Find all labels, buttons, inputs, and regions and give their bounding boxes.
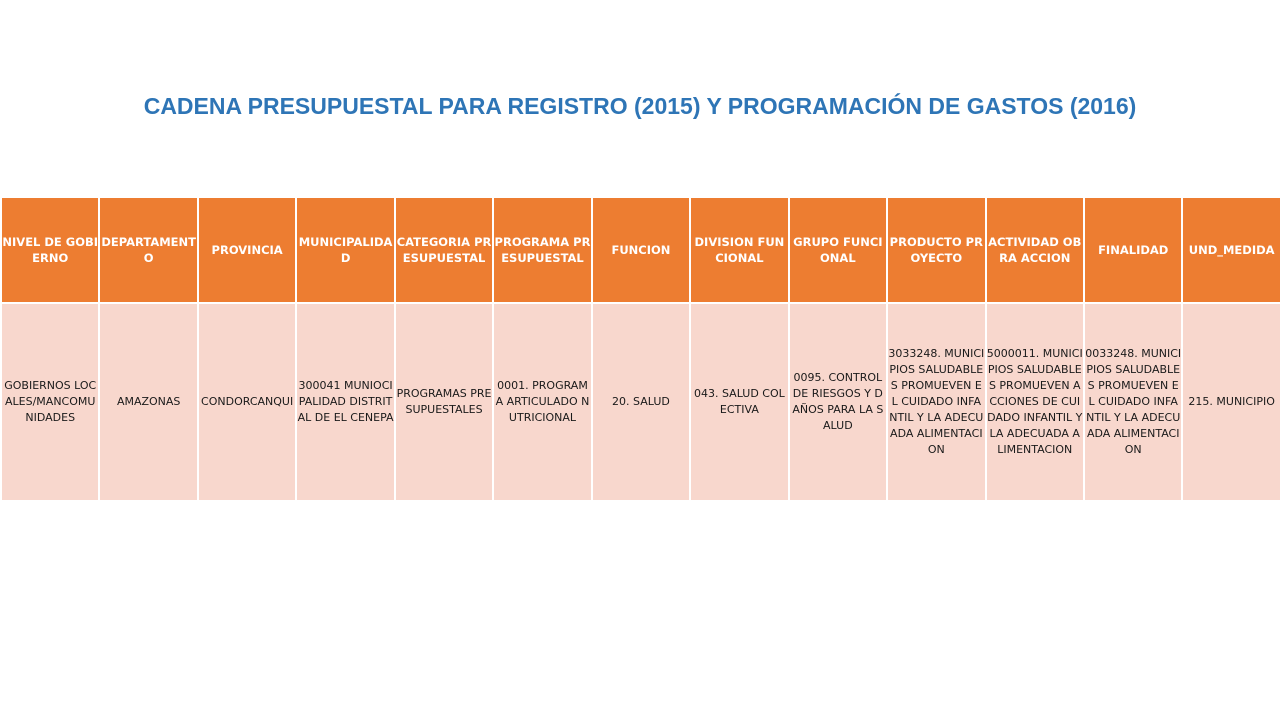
header-nivel-de-gobierno: NIVEL DE GOBIERNO (1, 197, 99, 303)
header-row (1, 197, 1280, 303)
header-actividad-obra-accion: ACTIVIDAD OBRA ACCION (986, 197, 1084, 303)
table-row (1, 303, 1280, 501)
header-division-funcional: DIVISION FUNCIONAL (690, 197, 788, 303)
budget-chain-table (0, 196, 1280, 502)
cell-provincia: CONDORCANQUI (198, 303, 296, 501)
header-provincia: PROVINCIA (198, 197, 296, 303)
cell-producto-proyecto: 3033248. MUNICIPIOS SALUDABLES PROMUEVEN EL CUIDADO INFANTIL Y LA ADECUADA ALIMENTACION (887, 303, 985, 501)
cell-municipalidad: 300041 MUNIOCIPALIDAD DISTRITAL DE EL CENEPA (296, 303, 394, 501)
cell-und-medida: 215. MUNICIPIO (1182, 303, 1280, 501)
cell-grupo-funcional: 0095. CONTROL DE RIESGOS Y DAÑOS PARA LA SALUD (789, 303, 887, 501)
header-und-medida: UND_MEDIDA (1182, 197, 1280, 303)
cell-departamento: AMAZONAS (99, 303, 197, 501)
slide-title: CADENA PRESUPUESTAL PARA REGISTRO (2015) Y PROGRAMACIÓN DE GASTOS (2016) (143, 93, 1137, 119)
header-funcion: FUNCION (592, 197, 690, 303)
header-producto-proyecto: PRODUCTO PROYECTO (887, 197, 985, 303)
header-departamento: DEPARTAMENTO (99, 197, 197, 303)
cell-nivel-de-gobierno: GOBIERNOS LOCALES/MANCOMUNIDADES (1, 303, 99, 501)
cell-programa-presupuestal: 0001. PROGRAMA ARTICULADO NUTRICIONAL (493, 303, 591, 501)
header-grupo-funcional: GRUPO FUNCIONAL (789, 197, 887, 303)
cell-categoria-presupuestal: PROGRAMAS PRESUPUESTALES (395, 303, 493, 501)
header-programa-presupuestal: PROGRAMA PRESUPUESTAL (493, 197, 591, 303)
cell-funcion: 20. SALUD (592, 303, 690, 501)
header-municipalidad: MUNICIPALIDAD (296, 197, 394, 303)
cell-actividad-obra-accion: 5000011. MUNICIPIOS SALUDABLES PROMUEVEN ACCIONES DE CUIDADO INFANTIL Y LA ADECUADA ALIMENTACION (986, 303, 1084, 501)
header-finalidad: FINALIDAD (1084, 197, 1182, 303)
cell-division-funcional: 043. SALUD COLECTIVA (690, 303, 788, 501)
header-categoria-presupuestal: CATEGORIA PRESUPUESTAL (395, 197, 493, 303)
cell-finalidad: 0033248. MUNICIPIOS SALUDABLES PROMUEVEN EL CUIDADO INFANTIL Y LA ADECUADA ALIMENTACION (1084, 303, 1182, 501)
